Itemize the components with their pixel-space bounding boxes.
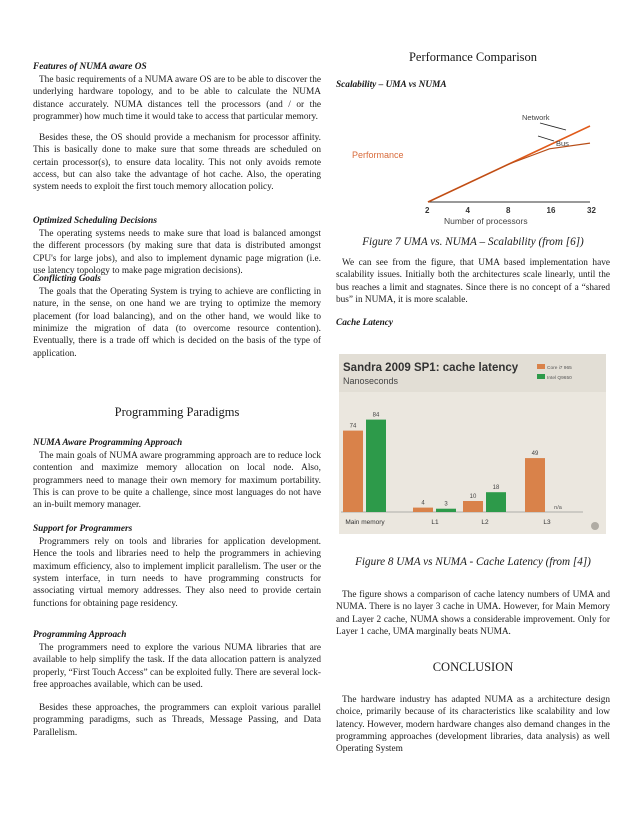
cache-latency-chart	[339, 354, 606, 534]
logo-badge	[591, 522, 599, 530]
heading-support: Support for Programmers	[33, 524, 133, 534]
paragraph: The basic requirements of a NUMA aware OS are to be able to discover the underlying hardware topology, and to be able to calculate the NUMA distance accurately. NUMA distances tell the processors (and / or the programmer) how much time it would take to access that particular memory.	[33, 75, 321, 123]
heading-programming-approach: Programming Approach	[33, 630, 127, 640]
bar	[436, 509, 456, 512]
paragraph: Besides these, the OS should provide a mechanism for processor affinity. This is basically done to make sure that some threads are scheduled on certain processor(s), to ensure data locality. This not only avoids remote access, but can also take the advantage of hot cache. Also, the operating system needs to exploit the first touch memory allocation policy.	[33, 133, 321, 193]
figure-7-caption: Figure 7 UMA vs. NUMA – Scalability (from [6])	[362, 236, 584, 248]
bar-value-label: 18	[492, 485, 500, 492]
bar-value-label: n/a	[554, 505, 562, 511]
paragraph: Programmers rely on tools and libraries for application development. Hence the tools and libraries need to help the programmers in achieving maximum efficiency, also to implement implicit parallelism. The user or the system interface, in turn needs to have programming constructs for associating virtual memory addresses. They also need to provide certain functions for obtaining page residency.	[33, 537, 321, 609]
heading-numa-programming: NUMA Aware Programming Approach	[33, 438, 183, 448]
chart-title: Sandra 2009 SP1: cache latency	[343, 362, 519, 374]
paragraph: The programmers need to explore the various NUMA libraries that are available to help simplify the task. If the data allocation pattern is analyzed properly, “First Touch Access” can be exploited fully. There are several lock-free approaches available, which can be used.	[33, 643, 321, 691]
legend-swatch-core-i7	[537, 364, 545, 369]
section-title: Performance Comparison	[408, 50, 538, 64]
x-tick-label: 4	[465, 206, 470, 215]
x-tick-label: 8	[506, 206, 511, 215]
heading-cache-latency: Cache Latency	[336, 318, 394, 328]
bar	[413, 508, 433, 512]
paragraph: The goals that the Operating System is trying to achieve are conflicting in nature, in the sense, on one hand we are trying to optimize the memory placement (for load balancing), and on the other hand, we would like to minimize the migration of data (to overcome resource contention). Eventually, there is a trade off which is decided on the basis of the type of application.	[33, 287, 321, 359]
bar	[343, 431, 363, 512]
bar-value-label: 4	[421, 500, 425, 507]
arrow-network	[540, 123, 566, 130]
legend-swatch-q9650	[537, 374, 545, 379]
bar	[463, 501, 483, 512]
scalability-chart	[344, 104, 606, 228]
category-label: Main memory	[345, 519, 385, 526]
chart-subtitle: Nanoseconds	[343, 376, 399, 386]
xlabel: Number of processors	[444, 216, 528, 226]
bar-value-label: 84	[372, 412, 380, 419]
section-title: CONCLUSION	[432, 660, 514, 674]
paragraph: Besides these approaches, the programmers can exploit various parallel programming paradigms, such as Threads, Message Passing, and Data Parallelism.	[33, 703, 321, 738]
paragraph: The hardware industry has adapted NUMA as a architecture design choice, primarily because of its characteristics like scalability and low latency. However, modern hardware changes also demand changes in the programming approaches (development libraries, data analysis) as well Operating System	[336, 695, 610, 755]
bar	[486, 492, 506, 512]
heading-numa-aware-os: Features of NUMA aware OS	[33, 62, 147, 72]
arrow-bus	[538, 136, 554, 141]
heading-conflicting-goals: Conflicting Goals	[33, 274, 101, 284]
bar-value-label: 49	[531, 451, 539, 458]
bar-value-label: 10	[469, 494, 477, 500]
x-tick-label: 16	[546, 206, 556, 215]
bar	[366, 420, 386, 512]
category-label: L1	[431, 519, 439, 526]
heading-scalability: Scalability – UMA vs NUMA	[336, 80, 447, 90]
paragraph: We can see from the figure, that UMA based implementation have scalability issues. Initially both the architectures scale linearly, until the bus reaches a limit and stagnates. Since there is no concept of a “shared bus” in NUMA, it is more scalable.	[336, 258, 610, 306]
paragraph: The main goals of NUMA aware programming approach are to reduce lock contention and maximize memory allocation on local node. Also, programmers need to manage their own memory for maximum portability. This is can prove to be quite a challenge, since most languages do not have an in-built memory manager.	[33, 451, 321, 511]
category-label: L3	[543, 519, 551, 526]
bar-value-label: 74	[349, 423, 357, 430]
figure-8-caption: Figure 8 UMA vs NUMA - Cache Latency (from [4])	[355, 556, 591, 568]
legend-bus: Bus	[556, 139, 569, 148]
paragraph: The operating systems needs to make sure that load is balanced amongst the different processors (by making sure that data is distributed amongst CPU's for large jobs), and also to implement dynamic page migration (i.e. use latency topology to make page migration decisions).	[33, 229, 321, 277]
legend-q9650: Intel Q9650	[547, 376, 572, 381]
bar-value-label: 3	[444, 501, 448, 508]
legend-core-i7: Core i7 965	[547, 366, 572, 371]
x-tick-label: 32	[587, 206, 596, 215]
heading-scheduling: Optimized Scheduling Decisions	[33, 216, 157, 226]
bar	[525, 458, 545, 512]
legend-network: Network	[522, 113, 550, 122]
paragraph: The figure shows a comparison of cache latency numbers of UMA and NUMA. There is no layer 3 cache in UMA. However, for Main Memory and Layer 2 cache, NUMA shows a considerable improvement. Only for Layer 1 cache, UMA marginally beats NUMA.	[336, 590, 610, 638]
section-title: Programming Paradigms	[114, 405, 240, 419]
ylabel: Performance	[352, 150, 404, 160]
series-line-bus	[428, 143, 590, 202]
category-label: L2	[481, 519, 489, 526]
x-tick-label: 2	[425, 206, 430, 215]
